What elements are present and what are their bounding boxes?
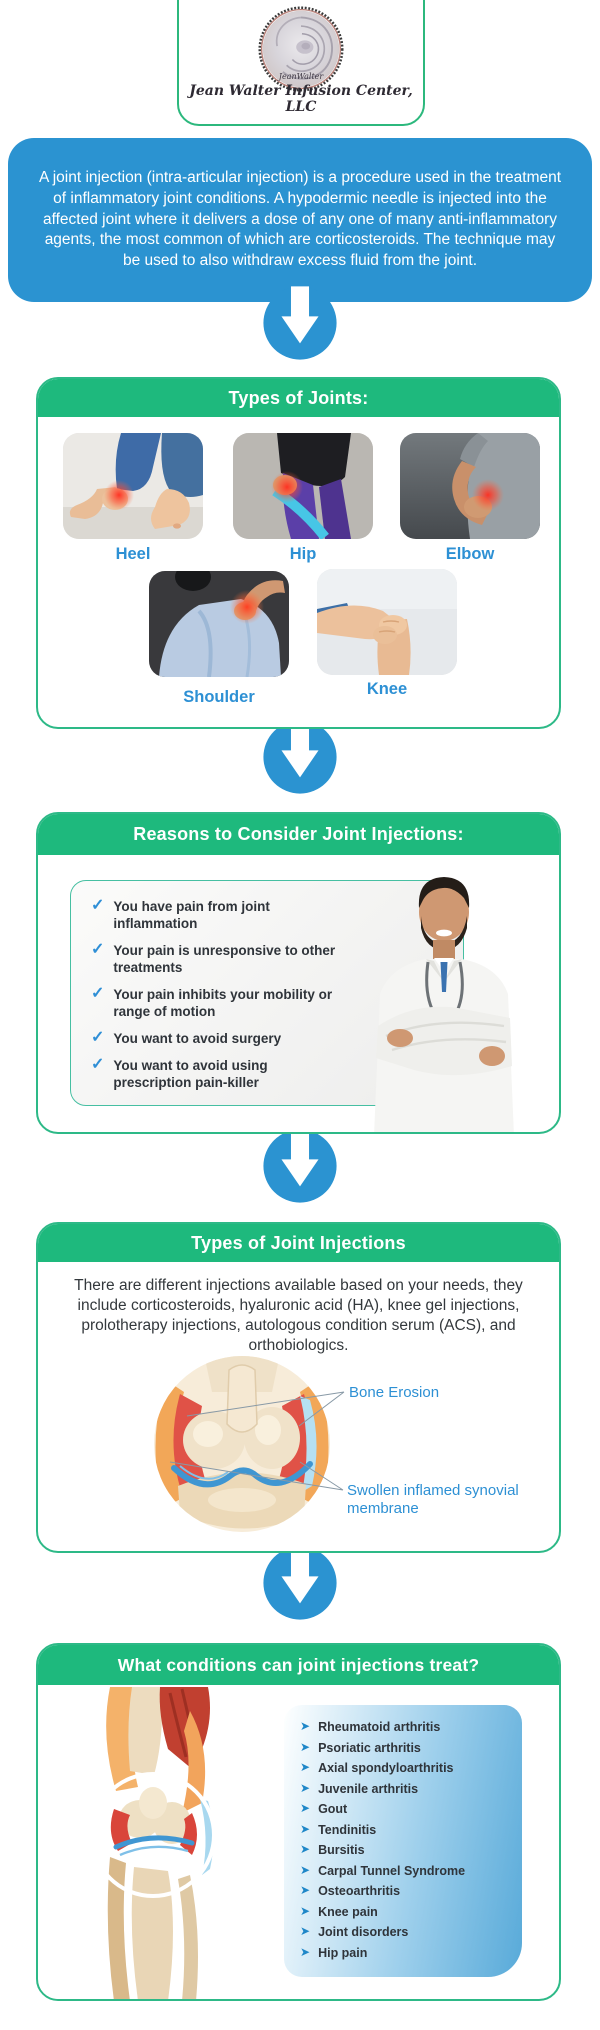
condition-item <box>300 1761 514 1776</box>
reason-text: You want to avoid surgery <box>113 1031 282 1046</box>
chevron-bullet-icon: ➤ <box>300 1944 311 1959</box>
condition-text: Hip pain <box>318 1945 368 1960</box>
chevron-bullet-icon: ➤ <box>300 1862 311 1877</box>
condition-item <box>300 1843 514 1858</box>
check-icon: ✓ <box>91 985 105 1002</box>
section-title: Types of Joints: <box>228 387 369 408</box>
knee-anatomy-illustration <box>40 1687 256 2001</box>
intro-box <box>8 138 592 302</box>
check-icon: ✓ <box>91 1029 105 1046</box>
chevron-bullet-icon: ➤ <box>300 1903 311 1918</box>
diagram-label-bone-erosion: Bone Erosion <box>349 1384 440 1401</box>
joint-label: Elbow <box>445 545 495 563</box>
section-header <box>38 1645 559 1685</box>
chevron-bullet-icon: ➤ <box>300 1883 311 1897</box>
condition-item <box>300 1864 514 1879</box>
condition-text: Gout <box>318 1802 348 1816</box>
intro-text: A joint injection (intra-articular injection) is a procedure used in the treatment of inflammatory joint conditions. A hypodermic needle is injected into the affected joint where it delivers a dose of any one of many anti-inflammatory agents, the most common of which are corticosteroids. The technique may be used to also withdraw excess fluid from the joint. <box>38 169 562 269</box>
chevron-bullet-icon: ➤ <box>300 1801 311 1815</box>
chevron-bullet-icon: ➤ <box>300 1821 311 1836</box>
condition-item <box>300 1720 514 1735</box>
condition-item <box>300 1802 514 1817</box>
condition-item <box>300 1782 514 1797</box>
joint-image-knee <box>317 569 457 675</box>
condition-text: Carpal Tunnel Syndrome <box>318 1863 466 1878</box>
condition-text: Osteoarthritis <box>318 1884 401 1898</box>
logo-card <box>177 0 425 126</box>
joint-label: Hip <box>289 545 317 563</box>
check-icon: ✓ <box>91 1056 105 1073</box>
joint-label: Heel <box>115 545 151 563</box>
joint-label: Shoulder <box>183 688 255 706</box>
condition-text: Axial spondyloarthritis <box>318 1761 454 1775</box>
condition-item <box>300 1823 514 1838</box>
brand-name: Jean Walter Infusion Center, LLC <box>189 83 413 115</box>
section-reasons <box>36 812 561 1134</box>
logo-monogram: JeanWalter <box>278 72 324 81</box>
condition-text: Tendinitis <box>318 1822 377 1837</box>
chevron-bullet-icon: ➤ <box>300 1739 311 1754</box>
condition-text: Juvenile arthritis <box>318 1781 419 1796</box>
section-injection-types <box>36 1222 561 1553</box>
chevron-bullet-icon: ➤ <box>300 1719 311 1733</box>
section-header <box>38 814 559 855</box>
section-title: Types of Joint Injections <box>191 1232 406 1253</box>
reason-text: You want to avoid using prescription pain-killer <box>113 1058 268 1090</box>
joint-label: Knee <box>366 680 408 698</box>
section-conditions <box>36 1643 561 2001</box>
down-arrow-icon <box>262 719 338 795</box>
chevron-bullet-icon: ➤ <box>300 1924 311 1938</box>
section-types-of-joints <box>36 377 561 729</box>
section-header <box>38 1224 559 1262</box>
conditions-list <box>300 1720 514 1961</box>
doctor-photo <box>326 866 559 1134</box>
section-title: Reasons to Consider Joint Injections: <box>133 824 464 844</box>
reason-text: Your pain is unresponsive to other treatments <box>113 943 336 975</box>
joint-image-heel <box>63 433 203 539</box>
condition-text: Bursitis <box>318 1843 365 1857</box>
condition-text: Psoriatic arthritis <box>318 1740 421 1755</box>
condition-text: Rheumatoid arthritis <box>318 1720 441 1734</box>
down-arrow-icon <box>262 1545 338 1621</box>
check-icon: ✓ <box>91 897 105 914</box>
down-arrow-icon <box>262 1128 338 1204</box>
condition-item <box>300 1946 514 1961</box>
joint-image-elbow <box>400 433 540 539</box>
condition-text: Knee pain <box>318 1904 378 1919</box>
section-header <box>38 379 559 417</box>
knee-joint-illustration <box>152 1354 332 1534</box>
reason-text: Your pain inhibits your mobility or range of motion <box>113 987 333 1019</box>
chevron-bullet-icon: ➤ <box>300 1780 311 1795</box>
chevron-bullet-icon: ➤ <box>300 1842 311 1856</box>
diagram-label-synovial-membrane: Swollen inflamed synovial membrane <box>347 1482 519 1517</box>
section-title: What conditions can joint injections treat? <box>117 1654 480 1675</box>
check-icon: ✓ <box>91 941 105 958</box>
joint-image-shoulder <box>149 571 289 677</box>
injection-types-text: There are different injections available based on your needs, they include corticosteroids, hyaluronic acid (HA), knee gel injections, prolotherapy injections, autologous condition serum (ACS), and orthobiologics. <box>74 1277 523 1355</box>
chevron-bullet-icon: ➤ <box>300 1760 311 1774</box>
down-arrow-icon <box>262 285 338 361</box>
condition-item <box>300 1741 514 1756</box>
condition-item <box>300 1905 514 1920</box>
condition-item <box>300 1925 514 1940</box>
condition-text: Joint disorders <box>318 1925 409 1939</box>
conditions-list-card <box>284 1705 522 1977</box>
joint-image-hip <box>233 433 373 539</box>
condition-item <box>300 1884 514 1899</box>
reason-text: You have pain from joint inflammation <box>113 899 270 931</box>
